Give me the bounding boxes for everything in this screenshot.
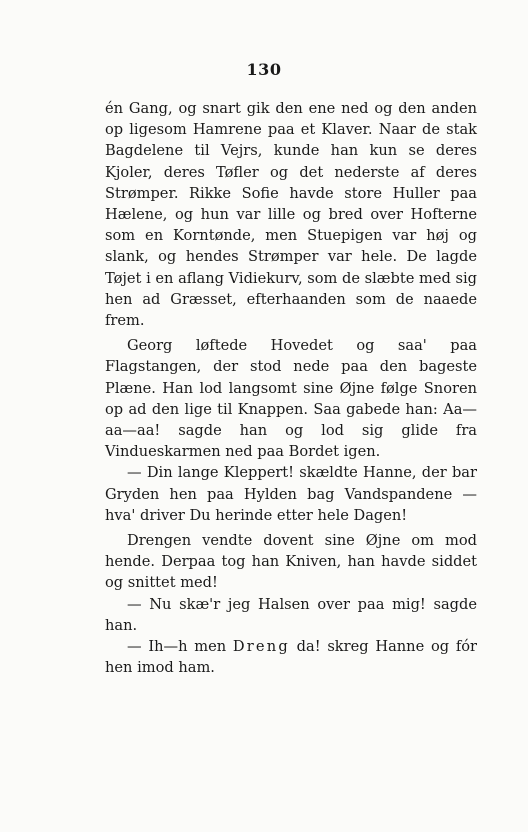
paragraph-4: Drengen vendte dovent sine Øjne om mod hende. Derpaa tog han Kniven, han havde siddet og snittet med! (105, 532, 477, 592)
paragraph-2: Georg løftede Hovedet og saa' paa Flagstangen, der stod nede paa den bageste Plæne. Han lod langsomt sine Øjne følge Snoren op ad den lige til Knappen. Saa gabede han: Aa—aa—aa! sagde han og lod sig glide fra Vindueskarmen ned paa Bordet igen. (105, 337, 477, 461)
paragraph-3: — Din lange Kleppert! skældte Hanne, der bar Gryden hen paa Hylden bag Vandspandene — hva' driver Du herinde etter hele Dagen! (105, 464, 477, 524)
emphasized-word: Dreng (232, 638, 290, 656)
body-text (105, 98, 477, 678)
paragraph-6 (105, 636, 477, 678)
paragraph-1: én Gang, og snart gik den ene ned og den anden op ligesom Hamrene paa et Klaver. Naar de stak Bagdelene til Vejrs, kunde han kun se deres Kjoler, deres Tøfler og det nederste af deres Strømper. Rikke Sofie havde store Huller paa Hælene, og hun var lille og bred over Hofterne som en Korntønde, men Stuepigen var høj og slank, og hendes Strømper var hele. De lagde Tøjet i en aflang Vidiekurv, som de slæbte med sig hen ad Græsset, efterhaanden som de naaede frem. (105, 100, 477, 330)
paragraph-6-start: — Ih—h men (127, 638, 233, 656)
page-number: 130 (246, 60, 282, 79)
paragraph-5: — Nu skæ'r jeg Halsen over paa mig! sagde han. (105, 595, 477, 634)
paragraph-6-end: da! skreg Hanne og fór hen imod ham. (105, 638, 477, 677)
